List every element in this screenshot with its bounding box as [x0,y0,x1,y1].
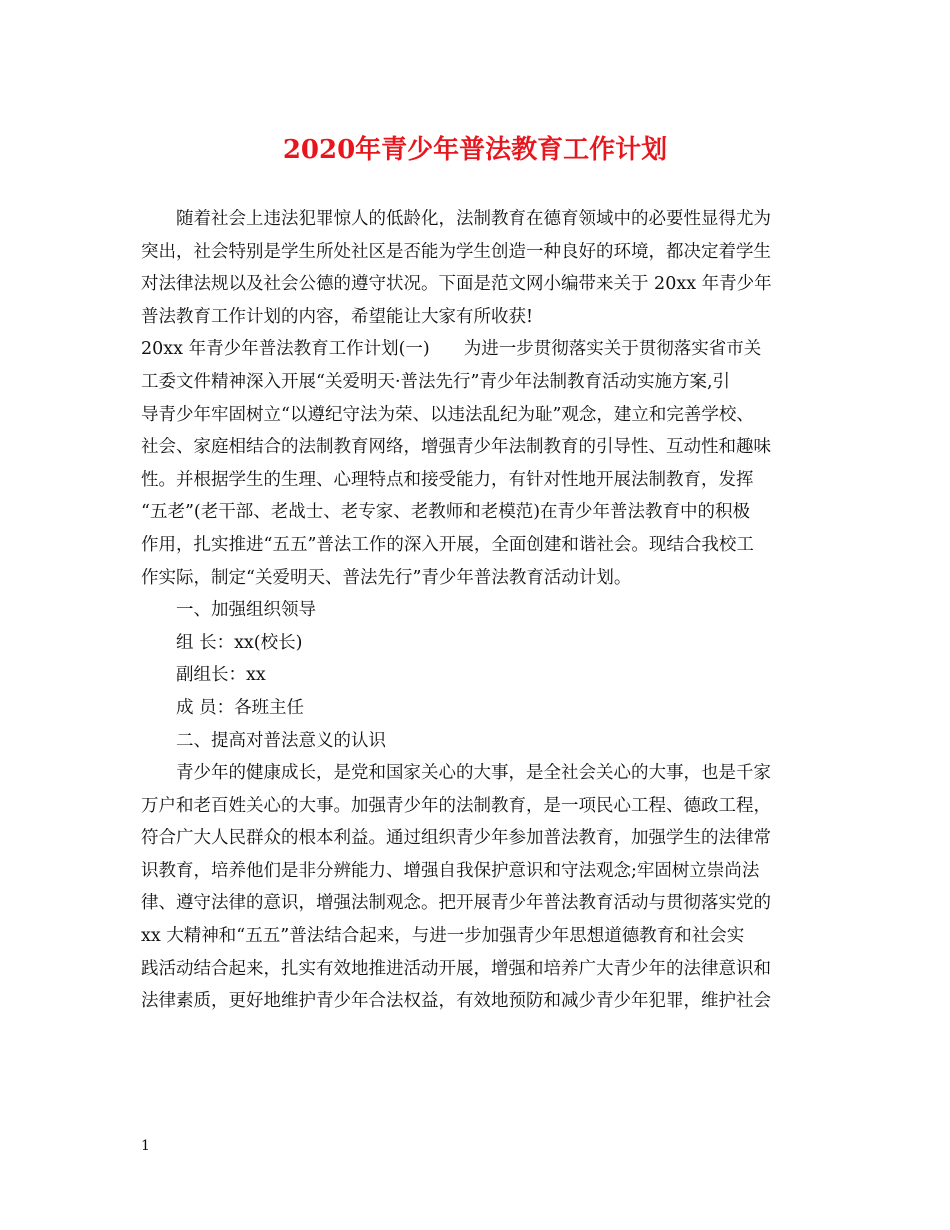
page-number: 1 [141,1138,150,1154]
paragraph-line: 万户和老百姓关心的大事。加强青少年的法制教育，是一项民心工程、德政工程， [141,795,771,816]
paragraph-line: 社会、家庭相结合的法制教育网络，增强青少年法制教育的引导性、互动性和趣味 [141,437,771,458]
section-heading: 一、加强组织领导 [176,600,316,621]
plan-subtitle: 20xx 年青少年普法教育工作计划(一) [141,339,430,360]
paragraph-line: 法律素质，更好地维护青少年合法权益，有效地预防和减少青少年犯罪，维护社会 [141,991,771,1012]
document-body [141,203,821,1018]
document-title: 2020年青少年普法教育工作计划 [282,135,668,165]
paragraph-line: 律、遵守法律的意识，增强法制观念。把开展青少年普法教育活动与贯彻落实党的 [141,893,771,914]
leader-line: 组 长：xx(校长) [176,632,303,653]
paragraph-line: 青少年的健康成长，是党和国家关心的大事，是全社会关心的大事，也是千家 [176,763,771,784]
members-line: 成 员：各班主任 [176,697,305,718]
paragraph-line: 工委文件精神深入开展“关爱明天·普法先行”青少年法制教育活动实施方案,引 [141,371,731,392]
section-heading: 二、提高对普法意义的认识 [176,730,386,751]
paragraph-line: 性。并根据学生的生理、心理特点和接受能力，有针对性地开展法制教育，发挥 [141,469,754,490]
paragraph-line: 导青少年牢固树立“以遵纪守法为荣、以违法乱纪为耻”观念，建立和完善学校、 [141,404,754,425]
paragraph-line: 随着社会上违法犯罪惊人的低龄化，法制教育在德育领域中的必要性显得尤为 [176,209,771,229]
paragraph-line: 突出，社会特别是学生所处社区是否能为学生创造一种良好的环境，都决定着学生 [141,241,771,262]
paragraph-line: 对法律法规以及社会公德的遵守状况。下面是范文网小编带来关于 20xx 年青少年 [141,274,772,295]
paragraph-line: xx 大精神和“五五”普法结合起来，与进一步加强青少年思想道德教育和社会实 [141,926,745,947]
paragraph-line: 符合广大人民群众的根本利益。通过组织青少年参加普法教育，加强学生的法律常 [141,828,771,849]
paragraph-start: 为进一步贯彻落实关于贯彻落实省市关 [463,339,762,360]
deputy-leader-line: 副组长：xx [176,665,266,686]
paragraph-line: 作实际，制定“关爱明天、普法先行”青少年普法教育活动计划。 [141,567,632,588]
section-heading-line [141,333,821,366]
paragraph-line: 识教育，培养他们是非分辨能力、增强自我保护意识和守法观念;牢固树立崇尚法 [141,860,760,881]
paragraph-line: 普法教育工作计划的内容，希望能让大家有所收获! [141,306,534,327]
paragraph-line: “五老”(老干部、老战士、老专家、老教师和老模范)在青少年普法教育中的积极 [141,502,751,523]
paragraph-line: 作用，扎实推进“五五”普法工作的深入开展，全面创建和谐社会。现结合我校工 [141,534,754,555]
paragraph-line: 践活动结合起来，扎实有效地推进活动开展，增强和培养广大青少年的法律意识和 [141,958,771,979]
